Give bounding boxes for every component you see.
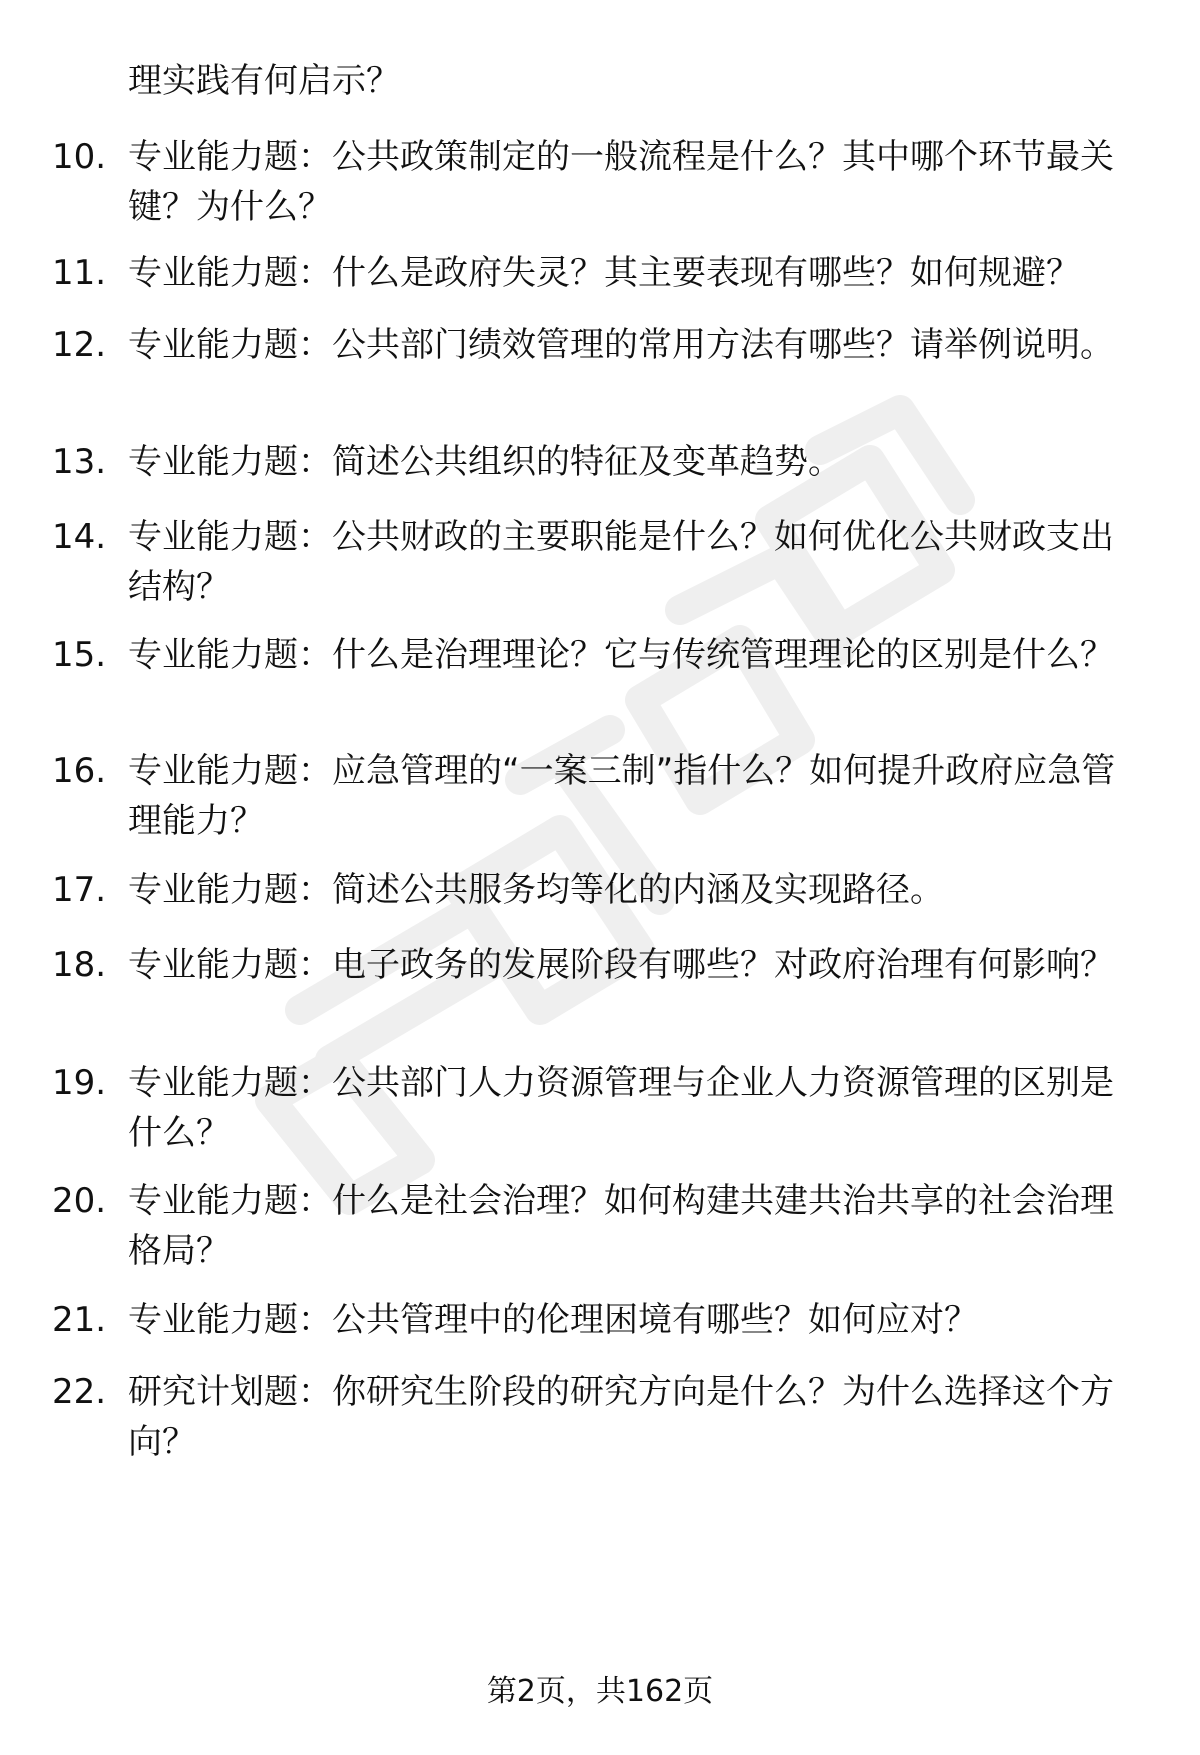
question-number: 11.	[52, 253, 107, 293]
question-text: 专业能力题：应急管理的“一案三制”指什么？如何提升政府应急管理能力？	[128, 751, 1116, 841]
question-number: 12.	[52, 325, 107, 365]
question-text: 研究计划题：你研究生阶段的研究方向是什么？为什么选择这个方向？	[128, 1372, 1114, 1462]
question-text: 专业能力题：公共财政的主要职能是什么？如何优化公共财政支出结构？	[128, 517, 1114, 607]
question-number: 18.	[52, 945, 107, 985]
question-text: 专业能力题：公共部门人力资源管理与企业人力资源管理的区别是什么？	[128, 1063, 1114, 1153]
question-text: 专业能力题：简述公共组织的特征及变革趋势。	[128, 442, 842, 482]
question-number: 20.	[52, 1181, 107, 1221]
question-number: 22.	[52, 1372, 107, 1412]
continued-question-text: 理实践有何启示？	[128, 61, 400, 101]
question-text: 专业能力题：什么是治理理论？它与传统管理理论的区别是什么？	[128, 635, 1114, 675]
question-number: 19.	[52, 1063, 107, 1103]
question-text: 专业能力题：公共政策制定的一般流程是什么？其中哪个环节最关键？为什么？	[128, 137, 1114, 227]
question-text: 专业能力题：简述公共服务均等化的内涵及实现路径。	[128, 870, 944, 910]
question-text: 专业能力题：什么是社会治理？如何构建共建共治共享的社会治理格局？	[128, 1181, 1114, 1271]
question-text: 专业能力题：什么是政府失灵？其主要表现有哪些？如何规避？	[128, 253, 1080, 293]
question-text: 专业能力题：电子政务的发展阶段有哪些？对政府治理有何影响？	[128, 945, 1114, 985]
question-number: 14.	[52, 517, 107, 557]
question-text: 专业能力题：公共部门绩效管理的常用方法有哪些？请举例说明。	[128, 325, 1114, 365]
question-number: 10.	[52, 137, 107, 177]
question-number: 13.	[52, 442, 107, 482]
page-number-footer: 第2页，共162页	[486, 1674, 714, 1709]
question-number: 15.	[52, 635, 107, 675]
question-text: 专业能力题：公共管理中的伦理困境有哪些？如何应对？	[128, 1300, 978, 1340]
question-number: 16.	[52, 751, 107, 791]
question-number: 21.	[52, 1300, 107, 1340]
question-number: 17.	[52, 870, 107, 910]
